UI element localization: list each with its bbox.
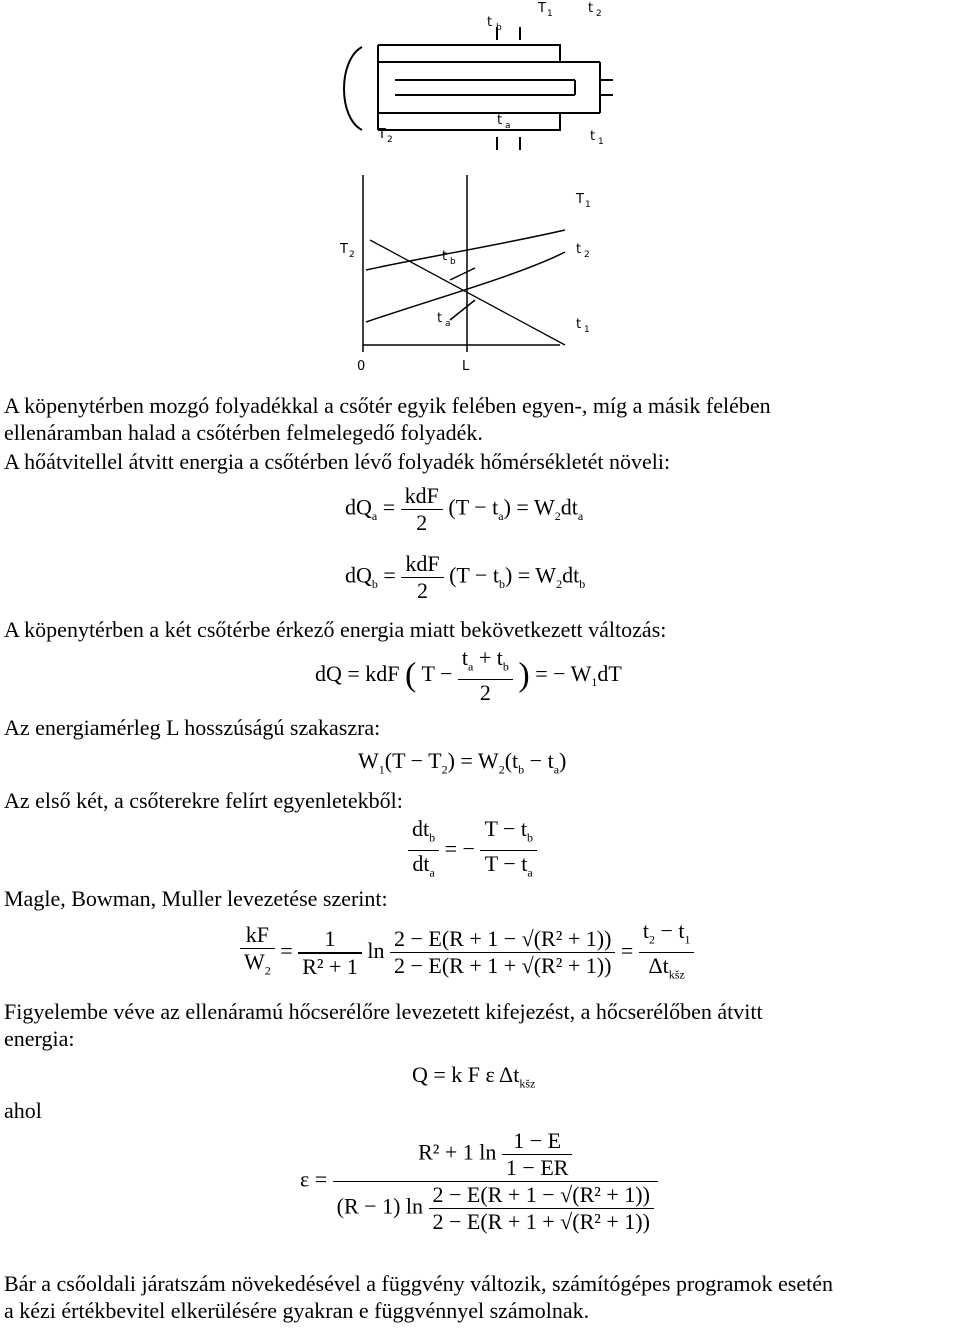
fig1-T2-label: T bbox=[378, 127, 386, 142]
equation-energy-balance: $W_1(T - T_2) = W_2(t_b - t_a)$ bbox=[358, 748, 567, 777]
equation-dqb: $dQ_b$ = $\frac{\text{kdF}}{2}$ $(T - t_b) = W_2dt_b$ bbox=[345, 551, 586, 603]
fig1-t2-label: t bbox=[588, 1, 594, 16]
fig2-tb-label: t bbox=[442, 249, 448, 264]
fig1-T1-label: T bbox=[538, 1, 546, 16]
fig1-T1-sub: 1 bbox=[547, 9, 553, 19]
paragraph-1 bbox=[4, 392, 771, 446]
fig2-t2-sub: 2 bbox=[584, 250, 590, 260]
equation-heat-transfer: Q = k F ε $\Delta t_{kšz}$ bbox=[412, 1062, 536, 1091]
fig2-T1-sub: 1 bbox=[585, 200, 591, 210]
paragraph-7 bbox=[4, 998, 763, 1052]
paragraph-5: Az első két, a csőterekre felírt egyenletekből: bbox=[4, 788, 403, 813]
fig2-L-label: L bbox=[462, 359, 470, 374]
fig1-t1-label: t bbox=[590, 129, 596, 144]
fig2-t1-label: t bbox=[576, 317, 582, 332]
fig2-T1-label: T bbox=[576, 192, 584, 207]
paragraph-7-line-1: Figyelembe véve az ellenáramú hőcserélőre levezetett kifejezést, a hőcserélőben átvitt bbox=[4, 999, 763, 1024]
paragraph-4: Az energiamérleg L hosszúságú szakaszra: bbox=[4, 715, 381, 740]
fig2-t1-sub: 1 bbox=[584, 325, 590, 335]
equation-epsilon: ε = R² + 1 ln $\frac{1 - E}{1 - ER}$ (R − 1) ln $\frac{\text{2 − E(R + 1 − √(R² + 1))}}{\text{2 − E(R + 1 + √(R² + 1))}}$ bbox=[300, 1128, 658, 1235]
paragraph-1-line-2: ellenáramban halad a csőtérben felmelegedő folyadék. bbox=[4, 420, 483, 445]
fig2-tb-sub: b bbox=[450, 257, 456, 267]
fig2-ta-label: t bbox=[437, 311, 443, 326]
fig2-zero-label: 0 bbox=[357, 359, 366, 374]
equation-dq-shell: dQ = kdF ( T − $\frac{t_a + t_b}{2}$ ) = − $W_1dT$ bbox=[315, 645, 622, 706]
fig1-tb-sub: b bbox=[496, 23, 502, 33]
paragraph-9-line-1: Bár a csőoldali járatszám növekedésével a függvény változik, számítógépes programok esetén bbox=[4, 1271, 833, 1296]
fig1-ta-label: t bbox=[497, 113, 503, 128]
paragraph-7-line-2: energia: bbox=[4, 1026, 75, 1051]
paragraph-8: ahol bbox=[4, 1098, 42, 1123]
fig2-T2-label: T bbox=[340, 242, 348, 257]
paragraph-9-line-2: a kézi értékbevitel elkerülésére gyakran e függvénnyel számolnak. bbox=[4, 1298, 590, 1323]
fig1-t2-sub: 2 bbox=[596, 9, 602, 19]
equation-dqa: $dQ_a$ = $\frac{\text{kdF}}{2}$ $(T - t_a) = W_2dt_a$ bbox=[345, 483, 584, 535]
fig1-t1-sub: 1 bbox=[598, 137, 604, 147]
paragraph-2: A hőátvitellel átvitt energia a csőtérben lévő folyadék hőmérsékletét növeli: bbox=[4, 449, 671, 474]
temperature-profile-diagram bbox=[0, 0, 960, 380]
paragraph-9 bbox=[4, 1270, 833, 1324]
paragraph-3: A köpenytérben a két csőtérbe érkező energia miatt bekövetkezett változás: bbox=[4, 617, 667, 642]
paragraph-6: Magle, Bowman, Muller levezetése szerint: bbox=[4, 886, 388, 911]
fig2-T2-sub: 2 bbox=[349, 250, 355, 260]
fig1-T2-sub: 2 bbox=[387, 135, 393, 145]
fig1-ta-sub: a bbox=[505, 121, 511, 131]
equation-magle-bowman-muller: $\frac{kF}{W_2}$ = $\frac{1}{\text{R² + 1}}$ ln $\frac{\text{2 − E(R + 1 − √(R² + 1))}}{\text{2 − E(R + 1 + √(R² + 1))}}$ = $\frac{t_2 - t_1}{\Delta t_{kšz}}$ bbox=[240, 918, 694, 988]
fig2-ta-sub: a bbox=[445, 319, 451, 329]
equation-dt-ratio: $\frac{dt_b}{dt_a}$ = − $\frac{T - t_b}{T - t_a}$ bbox=[408, 816, 537, 886]
fig2-t2-label: t bbox=[576, 242, 582, 257]
paragraph-1-line-1: A köpenytérben mozgó folyadékkal a csőtér egyik felében egyen-, míg a másik felében bbox=[4, 393, 771, 418]
fig1-tb-label: t bbox=[487, 15, 493, 30]
